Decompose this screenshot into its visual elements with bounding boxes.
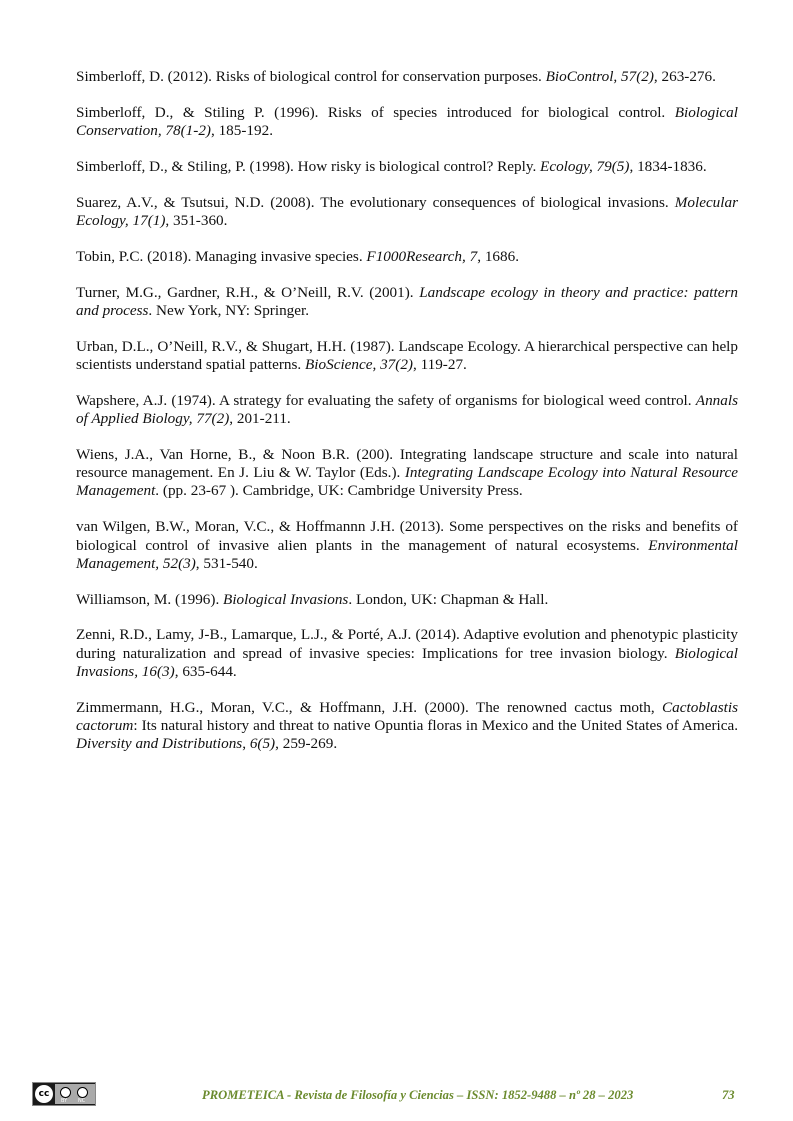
license-terms: [55, 1084, 95, 1104]
reference-item: Simberloff, D., & Stiling, P. (1998). How risky is biological control? Reply. Ecology, 79(5), 1834-1836.: [76, 157, 707, 175]
reference-item: Turner, M.G., Gardner, R.H., & O’Neill, R.V. (2001). Landscape ecology in theory and practice: pattern and process. New York, NY: Springer.: [76, 283, 738, 319]
reference-item: Simberloff, D., & Stiling P. (1996). Risks of species introduced for biological control. Biological Conservation, 78(1-2), 185-192.: [76, 103, 738, 140]
reference-item: Suarez, A.V., & Tsutsui, N.D. (2008). The evolutionary consequences of biological invasions. Molecular Ecology, 17(1), 351-360.: [76, 193, 738, 229]
reference-item: Zimmermann, H.G., Moran, V.C., & Hoffmann, J.H. (2000). The renowned cactus moth, Cactoblastis cactorum: Its natural history and threat to native Opuntia floras in Mexico and the United States of America. Diversity and Distributions, 6(5), 259-269.: [76, 698, 738, 753]
reference-list: [76, 68, 738, 771]
reference-item: van Wilgen, B.W., Moran, V.C., & Hoffmannn J.H. (2013). Some perspectives on the risks and benefits of biological control of invasive alien plants in the management of natural ecosystems. Environmental Management, 52(3), 531-540.: [76, 518, 738, 572]
by-label: BY: [61, 1098, 68, 1104]
journal-citation: PROMETEICA - Revista de Filosofía y Ciencias – ISSN: 1852-9488 – nº 28 – 2023: [202, 1088, 634, 1102]
reference-item: Tobin, P.C. (2018). Managing invasive species. F1000Research, 7, 1686.: [76, 247, 519, 265]
reference-item: Zenni, R.D., Lamy, J-B., Lamarque, L.J., & Porté, A.J. (2014). Adaptive evolution and phenotypic plasticity during naturalization and spread of invasive species: Implications for tree invasion biology. Biological Invasions, 16(3), 635-644.: [76, 626, 738, 681]
cc-logo-icon: cc: [35, 1085, 53, 1103]
reference-item: Wiens, J.A., Van Horne, B., & Noon B.R. (200). Integrating landscape structure and scale into natural resource management. En J. Liu & W. Taylor (Eds.). Integrating Landscape Ecology into Natural Resource Management. (pp. 23-67 ). Cambridge, UK: Cambridge University Press.: [76, 445, 738, 500]
by-attribution-icon: [60, 1087, 71, 1098]
page-footer: [0, 1080, 793, 1110]
cc-license-icon[interactable]: [32, 1082, 96, 1106]
reference-item: Urban, D.L., O’Neill, R.V., & Shugart, H.H. (1987). Landscape Ecology. A hierarchical perspective can help scientists understand spatial patterns. BioScience, 37(2), 119-27.: [76, 337, 738, 373]
reference-item: Williamson, M. (1996). Biological Invasions. London, UK: Chapman & Hall.: [76, 590, 549, 608]
nc-label: NC: [78, 1098, 86, 1104]
reference-item: Simberloff, D. (2012). Risks of biological control for conservation purposes. BioControl, 57(2), 263-276.: [76, 68, 716, 85]
nc-noncommercial-icon: [77, 1087, 88, 1098]
page-number: 73: [722, 1088, 735, 1102]
reference-item: Wapshere, A.J. (1974). A strategy for evaluating the safety of organisms for biological weed control. Annals of Applied Biology, 77(2), 201-211.: [76, 391, 738, 428]
